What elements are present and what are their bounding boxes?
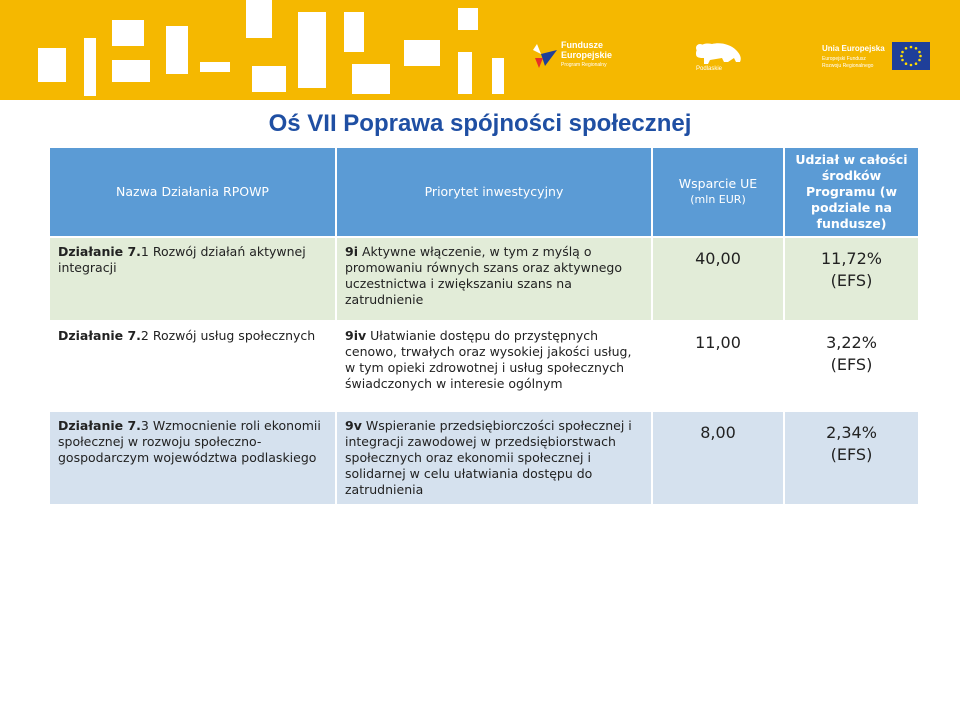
action-text: 3 Wzmocnienie roli ekonomii społecznej w rozwoju społeczno-gospodarczym województwa podlaskiego: [58, 418, 321, 465]
priority-code: 9v: [345, 418, 362, 433]
header-action: Nazwa Działania RPOWP: [49, 147, 336, 237]
share-cell: [784, 321, 919, 411]
bison-icon: [690, 40, 745, 66]
share-fund: (EFS): [830, 355, 873, 374]
support-value: 40,00: [652, 237, 784, 321]
eu-logo: [822, 42, 932, 74]
action-prefix: Działanie 7.: [58, 418, 141, 433]
action-cell: [49, 411, 336, 505]
action-text: 1 Rozwój działań aktywnej integracji: [58, 244, 306, 275]
eu-logo-line1: Unia Europejska: [822, 44, 885, 53]
header-share: [784, 147, 919, 237]
priority-text: Aktywne włączenie, w tym z myślą o promowaniu równych szans oraz aktywnego uczestnictwa i zwiększaniu szans na zatrudnienie: [345, 244, 623, 307]
priority-text: Ułatwianie dostępu do przystępnych cenowo, trwałych oraz wysokiej jakości usług, w tym opieki zdrowotnej i usług społecznych świadczonych w interesie ogólnym: [345, 328, 632, 391]
priority-code: 9i: [345, 244, 358, 259]
action-prefix: Działanie 7.: [58, 244, 141, 259]
action-cell: [49, 321, 336, 411]
decor-block: [112, 20, 144, 46]
eu-funds-logo-line3: Program Regionalny: [561, 62, 607, 68]
eu-funds-logo: [533, 40, 623, 72]
priority-cell: [336, 321, 652, 411]
decor-block: [458, 8, 478, 30]
share-cell: [784, 411, 919, 505]
measures-table: [48, 146, 920, 506]
decor-block: [166, 26, 188, 74]
decor-block: [84, 38, 96, 96]
eu-flag-icon: [892, 42, 930, 70]
share-value: 11,72%: [820, 249, 882, 268]
decor-block: [112, 60, 150, 82]
share-cell: [784, 237, 919, 321]
eu-logo-line2: Europejski Fundusz: [822, 56, 866, 62]
decor-block: [352, 64, 390, 94]
action-cell: [49, 237, 336, 321]
region-logo: [690, 40, 745, 74]
table-row: [49, 237, 919, 321]
table-row: [49, 321, 919, 411]
decor-block: [38, 48, 66, 82]
support-value: 11,00: [652, 321, 784, 411]
decor-block: [404, 40, 440, 66]
decor-block: [492, 58, 504, 94]
decor-block: [252, 66, 286, 92]
header-priority: Priorytet inwestycyjny: [336, 147, 652, 237]
priority-code: 9iv: [345, 328, 367, 343]
header-support-line2: (mln EUR): [690, 193, 746, 206]
eu-logo-line3: Rozwoju Regionalnego: [822, 63, 874, 69]
region-logo-label: Podlaskie: [696, 66, 723, 72]
support-value: 8,00: [652, 411, 784, 505]
decor-block: [298, 12, 326, 88]
share-fund: (EFS): [830, 445, 873, 464]
table-header-row: [49, 147, 919, 237]
table-row: [49, 411, 919, 505]
action-prefix: Działanie 7.: [58, 328, 141, 343]
eu-funds-star-icon: [533, 42, 557, 68]
share-value: 2,34%: [826, 423, 877, 442]
header-support-line1: Wsparcie UE: [678, 176, 758, 191]
header-share-label: Udział w całości środków Programu (w podziale na fundusze): [795, 152, 908, 231]
share-value: 3,22%: [826, 333, 877, 352]
priority-cell: [336, 237, 652, 321]
eu-funds-logo-line2: Europejskie: [561, 50, 613, 60]
decor-block: [344, 12, 364, 52]
share-fund: (EFS): [830, 271, 873, 290]
decor-block: [200, 62, 230, 72]
page-title: Oś VII Poprawa spójności społecznej: [268, 110, 692, 137]
decor-block: [246, 0, 272, 38]
priority-text: Wspieranie przedsiębiorczości społecznej i integracji zawodowej w przedsiębiorstwach społecznych oraz ekonomii społecznej i solidarnej w celu ułatwiania dostępu do zatrudnienia: [345, 418, 632, 497]
decor-block: [458, 52, 472, 94]
action-text: 2 Rozwój usług społecznych: [140, 328, 316, 343]
header-support: [652, 147, 784, 237]
header-banner: [0, 0, 960, 100]
eu-funds-logo-line1: Fundusze: [561, 40, 603, 50]
priority-cell: [336, 411, 652, 505]
